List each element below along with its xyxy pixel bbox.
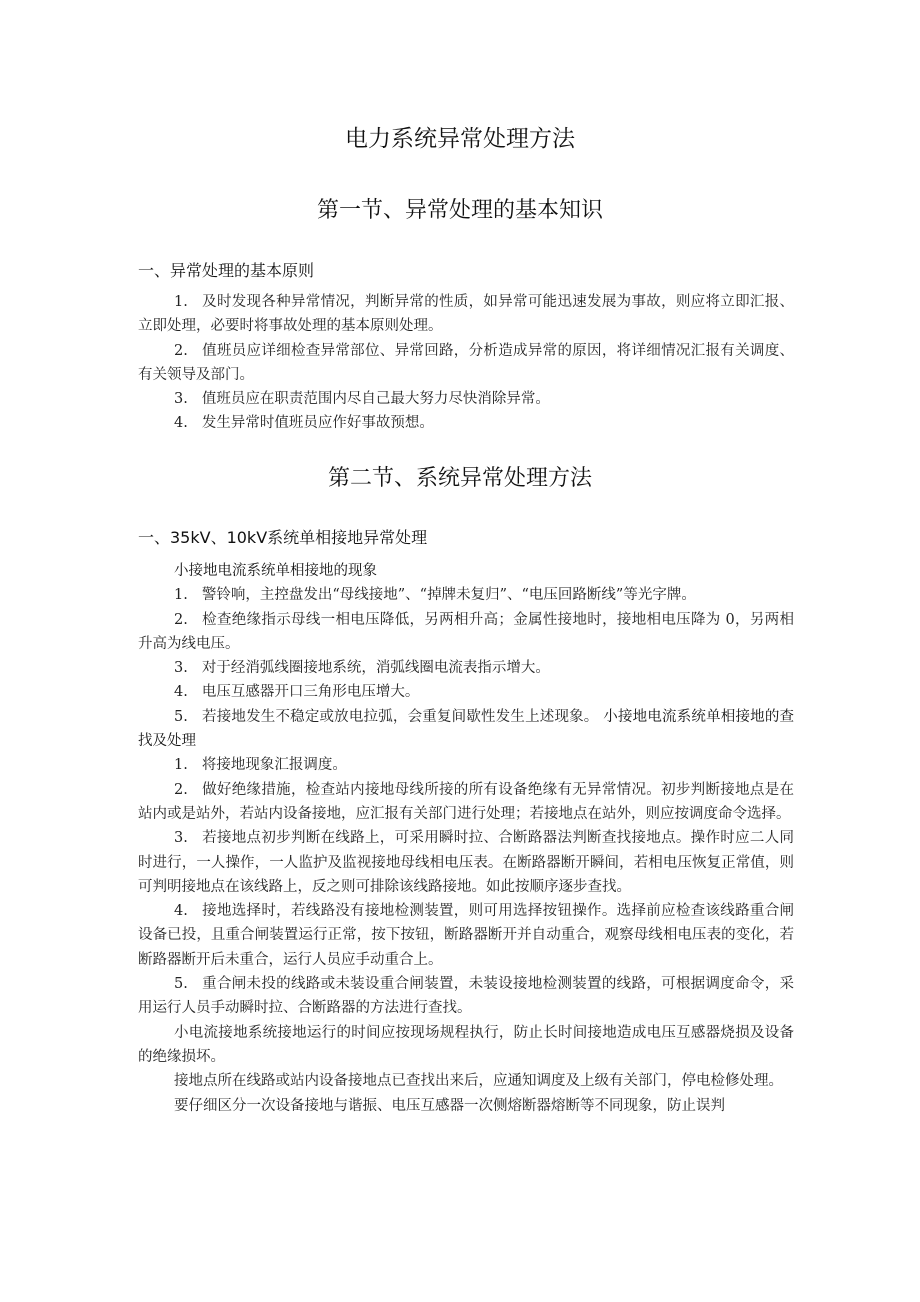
list-item: 4. 接地选择时，若线路没有接地检测装置，则可用选择按钮操作。选择前应检查该线路重合闸设备已投，且重合闸装置运行正常，按下按钮，断路器断开并自动重合，观察母线相电压表的变化，若断路器断开后未重合，运行人员应手动重合上。 bbox=[138, 903, 794, 968]
section2-heading: 一、35kV、10kV系统单相接地异常处理 bbox=[138, 528, 428, 547]
section1-heading: 一、异常处理的基本原则 bbox=[138, 261, 315, 280]
note-paragraph: 要仔细区分一次设备接地与谐振、电压互感器一次侧熔断器熔断等不同现象，防止误判 bbox=[174, 1097, 725, 1114]
list-item: 3. 若接地点初步判断在线路上，可采用瞬时拉、合断路器法判断查找接地点。操作时应二人同时进行，一人操作，一人监护及监视接地母线相电压表。在断路器断开瞬间，若相电压恢复正常值，则可判明接地点在该线路上，反之则可排除该线路接地。如此按顺序逐步查找。 bbox=[138, 830, 794, 895]
list-item: 5. 若接地发生不稳定或放电拉弧，会重复间歇性发生上述现象。 小接地电流系统单相接地的查找及处理 bbox=[138, 708, 795, 750]
list-item: 1. 将接地现象汇报调度。 bbox=[174, 757, 347, 774]
section1-body bbox=[138, 290, 794, 436]
list-item: 3. 对于经消弧线圈接地系统，消弧线圈电流表指示增大。 bbox=[174, 660, 550, 677]
list-item: 1. 警铃响，主控盘发出“母线接地”、“掉牌未复归”、“电压回路断线”等光字牌。 bbox=[174, 587, 696, 604]
note-paragraph: 接地点所在线路或站内设备接地点已查找出来后，应通知调度及上级有关部门，停电检修处理。 bbox=[174, 1073, 783, 1090]
list-item: 4. 电压互感器开口三角形电压增大。 bbox=[174, 684, 420, 701]
list-item: 1. 及时发现各种异常情况，判断异常的性质，如异常可能迅速发展为事故，则应将立即汇报、立即处理，必要时将事故处理的基本原则处理。 bbox=[138, 294, 794, 335]
list-item: 4. 发生异常时值班员应作好事故预想。 bbox=[174, 415, 434, 432]
list-item: 5. 重合闸未投的线路或未装设重合闸装置，未装设接地检测装置的线路，可根据调度命令，采用运行人员手动瞬时拉、合断路器的方法进行查找。 bbox=[138, 976, 794, 1017]
section1-title: 第一节、异常处理的基本知识 bbox=[316, 198, 603, 223]
list-item: 2. 检查绝缘指示母线一相电压降低，另两相升高；金属性接地时，接地相电压降为 0，另两相升高为线电压。 bbox=[138, 611, 794, 652]
search-title: 小接地电流系统单相接地的查找及处理 bbox=[138, 708, 795, 750]
list-item: 3. 值班员应在职责范围内尽自己最大努力尽快消除异常。 bbox=[174, 391, 550, 408]
list-item: 2. 值班员应详细检查异常部位、异常回路，分析造成异常的原因，将详细情况汇报有关调度、有关领导及部门。 bbox=[138, 342, 794, 383]
list-item: 2. 做好绝缘措施，检查站内接地母线所接的所有设备绝缘有无异常情况。初步判断接地点是在站内或是站外，若站内设备接地，应汇报有关部门进行处理；若接地点在站外，则应按调度命令选择。 bbox=[138, 781, 794, 822]
phenomena-title: 小接地电流系统单相接地的现象 bbox=[174, 563, 377, 579]
note-paragraph: 小电流接地系统接地运行的时间应按现场规程执行，防止长时间接地造成电压互感器烧损及设备的绝缘损坏。 bbox=[138, 1024, 794, 1065]
section2-title: 第二节、系统异常处理方法 bbox=[327, 466, 592, 491]
document-title: 电力系统异常处理方法 bbox=[345, 126, 575, 152]
section2-body bbox=[138, 559, 794, 1118]
